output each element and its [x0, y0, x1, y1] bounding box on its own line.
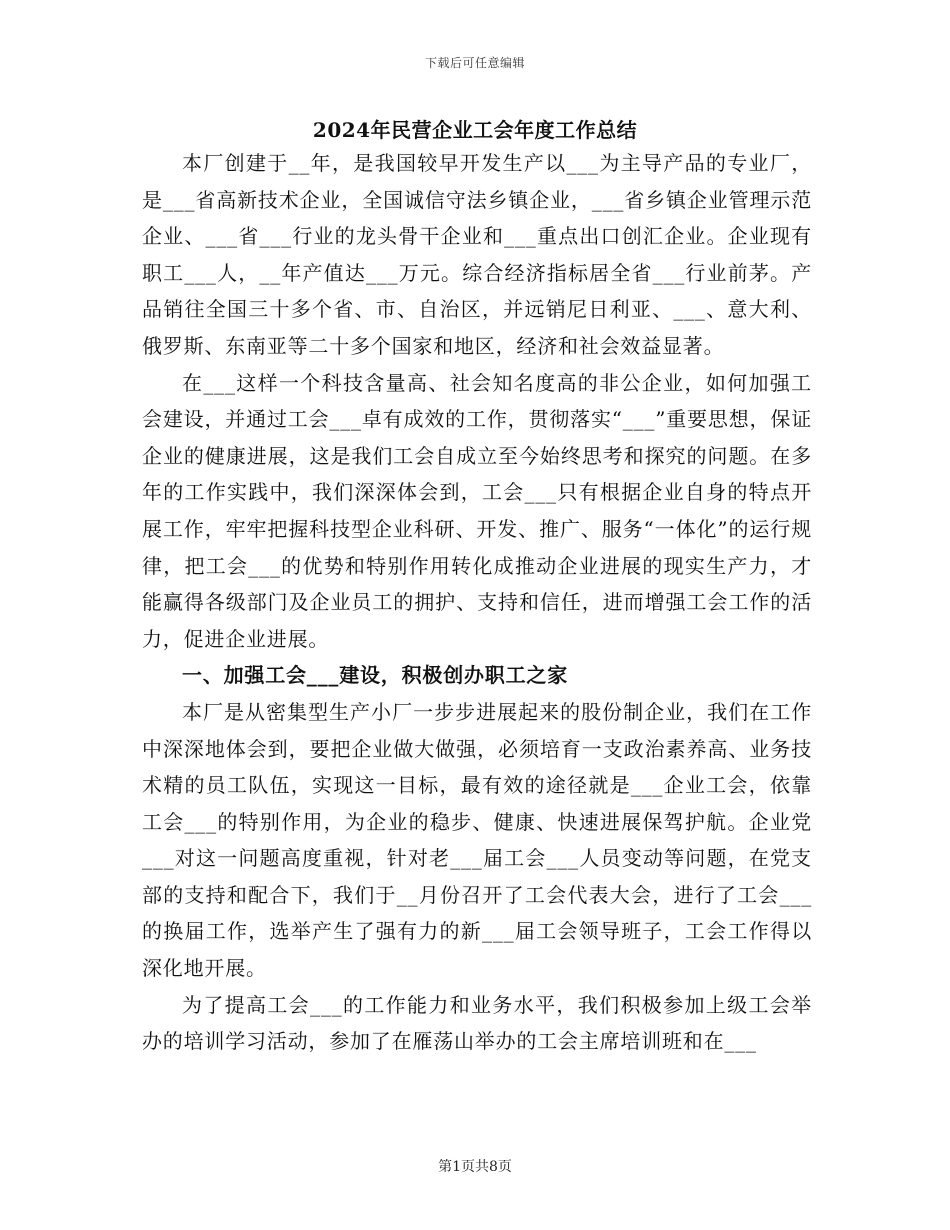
header-note: 下载后可任意编辑: [424, 56, 525, 70]
document-body: [142, 145, 812, 1060]
paragraph-section-1: 本厂是从密集型生产小厂一步步进展起来的股份制企业，我们在工作中深深地体会到，要把企业做大做强，必须培育一支政治素养高、业务技术精的员工队伍，实现这一目标，最有效的途径就是___企业工会，依靠工会___的特别作用，为企业的稳步、健康、快速进展保驾护航。企业党___对这一问题高度重视，针对老___届工会___人员变动等问题，在党支部的支持和配合下，我们于__月份召开了工会代表大会，进行了工会___的换届工作，选举产生了强有力的新___届工会领导班子，工会工作得以深化地开展。: [142, 699, 812, 981]
paragraph-union-building: 在___这样一个科技含量高、社会知名度高的非公企业，如何加强工会建设，并通过工会___卓有成效的工作，贯彻落实“___”重要思想，保证企业的健康进展，这是我们工会自成立至今始终思考和探究的问题。在多年的工作实践中，我们深深体会到，工会___只有根据企业自身的特点开展工作，牢牢把握科技型企业科研、开发、推广、服务“一体化”的运行规律，把工会___的优势和特别作用转化成推动企业进展的现实生产力，才能赢得各级部门及企业员工的拥护、支持和信任，进而增强工会工作的活力，促进企业进展。: [142, 370, 812, 651]
section-heading-1: 一、加强工会___建设，积极创办职工之家: [182, 663, 568, 688]
document-title: 2024年民营企业工会年度工作总结: [312, 118, 638, 142]
page-footer: 第1页共8页: [438, 1159, 512, 1175]
paragraph-training: 为了提高工会___的工作能力和业务水平，我们积极参加上级工会举办的培训学习活动，参加了在雁荡山举办的工会主席培训班和在___: [142, 992, 812, 1054]
paragraph-intro: 本厂创建于__年，是我国较早开发生产以___为主导产品的专业厂，是___省高新技术企业，全国诚信守法乡镇企业，___省乡镇企业管理示范企业、___省___行业的龙头骨干企业和___重点出口创汇企业。企业现有职工___人，__年产值达___万元。综合经济指标居全省___行业前茅。产品销往全国三十多个省、市、自治区，并远销尼日利亚、___、意大利、俄罗斯、东南亚等二十多个国家和地区，经济和社会效益显著。: [142, 151, 812, 358]
